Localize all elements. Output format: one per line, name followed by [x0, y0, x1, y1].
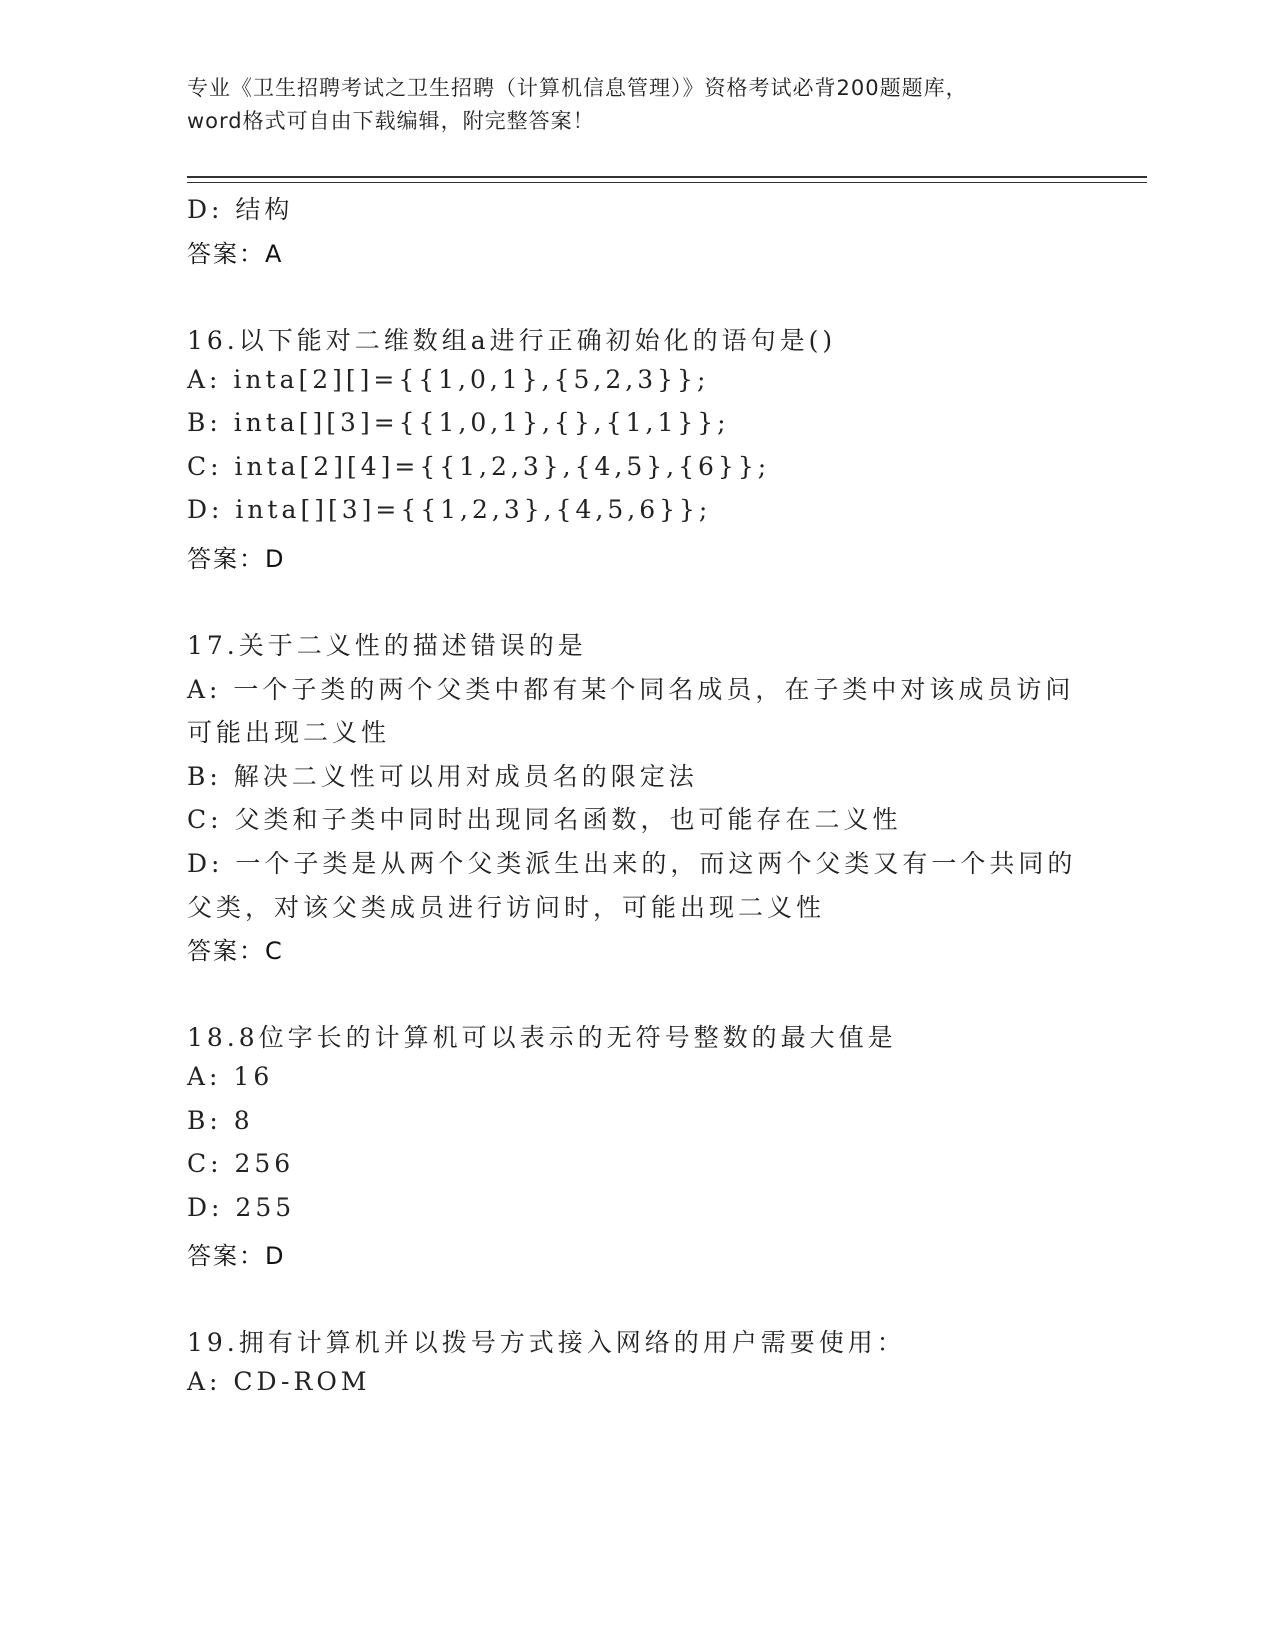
- prev-option-d: D: 结构: [187, 195, 294, 224]
- q16-option-c: C: inta[2][4]={{1,2,3},{4,5},{6}};: [187, 452, 771, 481]
- q17-stem: 17.关于二义性的描述错误的是: [187, 631, 587, 660]
- prev-answer: 答案：A: [187, 240, 284, 268]
- q16-stem: 16.以下能对二维数组a进行正确初始化的语句是(): [187, 326, 837, 355]
- document-header: [187, 72, 1087, 138]
- q17-option-d-line-1: D: 一个子类是从两个父类派生出来的，而这两个父类又有一个共同的: [187, 849, 1077, 878]
- header-divider-thin: [187, 182, 1147, 183]
- q18-option-b: B: 8: [187, 1106, 254, 1135]
- header-title-line-2: word格式可自由下载编辑，附完整答案！: [187, 109, 595, 133]
- q17-option-d-line-2: 父类，对该父类成员进行访问时，可能出现二义性: [187, 893, 826, 922]
- q17-option-a-line-1: A: 一个子类的两个父类中都有某个同名成员，在子类中对该成员访问: [187, 675, 1075, 704]
- q16-answer: 答案：D: [187, 545, 286, 573]
- q18-answer: 答案：D: [187, 1242, 286, 1270]
- q18-option-c: C: 256: [187, 1149, 295, 1178]
- q17-answer: 答案：C: [187, 937, 284, 965]
- q19-stem: 19.拥有计算机并以拨号方式接入网络的用户需要使用：: [187, 1328, 906, 1357]
- header-divider-thick: [187, 176, 1147, 178]
- q19-option-a: A: CD-ROM: [187, 1367, 371, 1396]
- q16-option-b: B: inta[][3]={{1,0,1},{},{1,1}};: [187, 408, 730, 437]
- q17-option-b: B: 解决二义性可以用对成员名的限定法: [187, 762, 698, 791]
- q16-option-a: A: inta[2][]={{1,0,1},{5,2,3}};: [187, 365, 710, 394]
- q17-option-a-line-2: 可能出现二义性: [187, 718, 391, 747]
- header-title-line-1: 专业《卫生招聘考试之卫生招聘（计算机信息管理）》资格考试必背200题题库，: [187, 76, 968, 100]
- q17-option-c: C: 父类和子类中同时出现同名函数，也可能存在二义性: [187, 805, 902, 834]
- q18-option-a: A: 16: [187, 1062, 274, 1091]
- q18-option-d: D: 255: [187, 1193, 296, 1222]
- q16-option-d: D: inta[][3]={{1,2,3},{4,5,6}};: [187, 495, 712, 524]
- q18-stem: 18.8位字长的计算机可以表示的无符号整数的最大值是: [187, 1023, 897, 1052]
